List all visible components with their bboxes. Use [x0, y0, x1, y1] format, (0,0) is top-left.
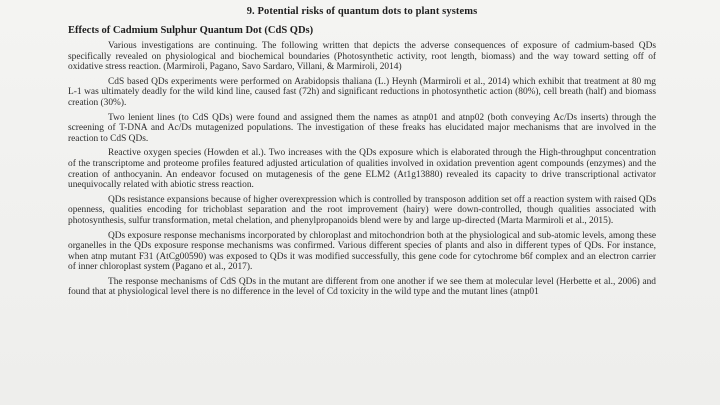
subheading: Effects of Cadmium Sulphur Quantum Dot (CdS QDs) — [68, 25, 314, 36]
paragraph-3: Two lenient lines (to CdS QDs) were found and assigned them the names as atnp01 and atnp02 (both conveying Ac/Ds inserts) through the screening of T-DNA and Ac/Ds mutagenized populations. The investigation of these freaks has elucidated major mechanisms that are involved in the reaction to CdS QDs. — [68, 112, 656, 144]
paragraph-7: The response mechanisms of CdS QDs in the mutant are different from one another if we see them at molecular level (Herbette et al., 2006) and found that at physiological level there is no difference in the level of Cd toxicity in the wild type and the mutant lines (atnp01 — [68, 276, 656, 298]
paragraph-6: QDs exposure response mechanisms incorporated by chloroplast and mitochondrion both at the physiological and sub-atomic levels, among these organelles in the QDs exposure response mechanisms was confirmed. Various different species of plants and also in different types of QDs. For instance, when atnp mutant F31 (AtCg00590) was exposed to QDs it was modified successfully, this gene code for cytochrome b6f complex and an electron carrier of inner chloroplast system (Pagano et al., 2017). — [68, 230, 656, 273]
paragraph-5: QDs resistance expansions because of higher overexpression which is controlled by transposon addition set off a reaction system with raised QDs openness, qualities encoding for trichoblast separation and the root improvement (hairy) were down-controlled, though qualities associated with photosynthesis, sulfur transformation, metal chelation, and phenylpropanoids blend were by and large up-directed (Marta Marmiroli et al., 2015). — [68, 194, 656, 226]
document-body — [68, 5, 656, 302]
paragraph-1: Various investigations are continuing. The following written that depicts the adverse consequences of exposure of cadmium-based QDs specifically revealed on physiological and biochemical boundaries (Photosynthetic activity, root length, biomass) and the way toward setting off of oxidative stress reaction. (Marmiroli, Pagano, Savo Sardaro, Villani, & Marmiroli, 2014) — [68, 41, 656, 73]
paragraph-2: CdS based QDs experiments were performed on Arabidopsis thaliana (L.) Heynh (Marmiroli et al., 2014) which exhibit that treatment at 80 mg L-1 was ultimately deadly for the wild kind line, caused fast (72h) and significant reductions in photosynthetic action (80%), cell breath (half) and biomass creation (30%). — [68, 76, 656, 108]
paragraph-4: Reactive oxygen species (Howden et al.). Two increases with the QDs exposure which is elaborated through the High-throughput concentration of the transcriptome and proteome profiles featured adjusted articulation of qualities involved in oxidation prevention agent compounds (enzymes) and the creation of anthocyanin. An endeavor focused on mutagenesis of the gene ELM2 (At1g13880) revealed its capacity to drive transcriptional activator unequivocally related with abiotic stress reaction. — [68, 148, 656, 191]
section-title: 9. Potential risks of quantum dots to plant systems — [246, 6, 478, 17]
